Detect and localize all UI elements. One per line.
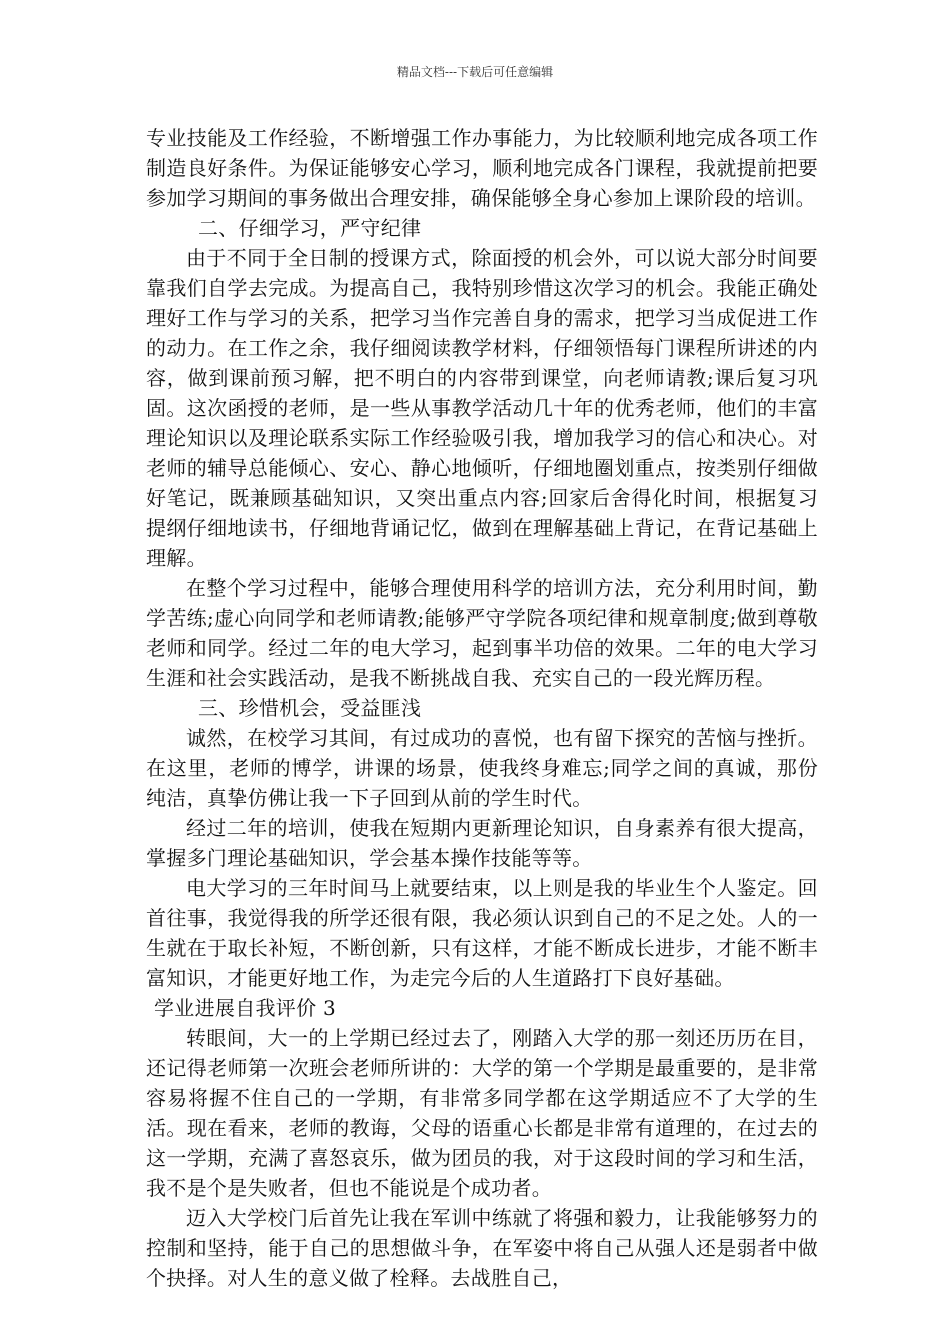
page-header: 精品文档---下载后可任意编辑 — [396, 65, 554, 79]
document-title: 学业进展自我评价 3 — [154, 996, 337, 1020]
section-heading-2: 二、仔细学习，严守纪律 — [198, 216, 422, 240]
paragraph: 诚然，在校学习其间，有过成功的喜悦，也有留下探究的苦恼与挫折。在这里，老师的博学，讲课的场景，使我终身难忘;同学之间的真诚，那份纯洁，真挚仿佛让我一下子回到从前的学生时代。 — [146, 726, 818, 810]
paragraph: 在整个学习过程中，能够合理使用科学的培训方法，充分利用时间，勤学苦练;虚心向同学和老师请教;能够严守学院各项纪律和规章制度;做到尊敬老师和同学。经过二年的电大学习，起到事半功倍的效果。二年的电大学习生涯和社会实践活动，是我不断挑战自我、充实自己的一段光辉历程。 — [146, 576, 818, 690]
paragraph: 经过二年的培训，使我在短期内更新理论知识，自身素养有很大提高，掌握多门理论基础知识，学会基本操作技能等等。 — [146, 816, 818, 870]
paragraph: 电大学习的三年时间马上就要结束，以上则是我的毕业生个人鉴定。回首往事，我觉得我的所学还很有限，我必须认识到自己的不足之处。人的一生就在于取长补短，不断创新，只有这样，才能不断成长进步，才能不断丰富知识，才能更好地工作，为走完今后的人生道路打下良好基础。 — [146, 876, 818, 990]
document-body — [146, 123, 818, 1293]
paragraph: 转眼间，大一的上学期已经过去了，刚踏入大学的那一刻还历历在目，还记得老师第一次班会老师所讲的：大学的第一个学期是最重要的，是非常容易将握不住自己的一学期，有非常多同学都在这学期适应不了大学的生活。现在看来，老师的教诲，父母的语重心长都是非常有道理的，在过去的这一学期，充满了喜怒哀乐，做为团员的我，对于这段时间的学习和生活，我不是个是失败者，但也不能说是个成功者。 — [146, 1026, 818, 1200]
paragraph: 由于不同于全日制的授课方式，除面授的机会外，可以说大部分时间要靠我们自学去完成。为提高自己，我特别珍惜这次学习的机会。我能正确处理好工作与学习的关系，把学习当作完善自身的需求，把学习当成促进工作的动力。在工作之余，我仔细阅读教学材料，仔细领悟每门课程所讲述的内容，做到课前预习解，把不明白的内容带到课堂，向老师请教;课后复习巩固。这次函授的老师，是一些从事教学活动几十年的优秀老师，他们的丰富理论知识以及理论联系实际工作经验吸引我，增加我学习的信心和决心。对老师的辅导总能倾心、安心、静心地倾听，仔细地圈划重点，按类别仔细做好笔记，既兼顾基础知识，又突出重点内容;回家后舍得化时间，根据复习提纲仔细地读书，仔细地背诵记忆，做到在理解基础上背记，在背记基础上理解。 — [146, 246, 818, 570]
section-heading-3: 三、珍惜机会，受益匪浅 — [198, 696, 422, 720]
paragraph: 迈入大学校门后首先让我在军训中练就了将强和毅力，让我能够努力的控制和坚持，能于自己的思想做斗争，在军姿中将自己从强人还是弱者中做个抉择。对人生的意义做了栓释。去战胜自己， — [146, 1206, 818, 1290]
paragraph-continuation: 专业技能及工作经验，不断增强工作办事能力，为比较顺利地完成各项工作制造良好条件。为保证能够安心学习，顺利地完成各门课程，我就提前把要参加学习期间的事务做出合理安排，确保能够全身心参加上课阶段的培训。 — [146, 126, 818, 210]
